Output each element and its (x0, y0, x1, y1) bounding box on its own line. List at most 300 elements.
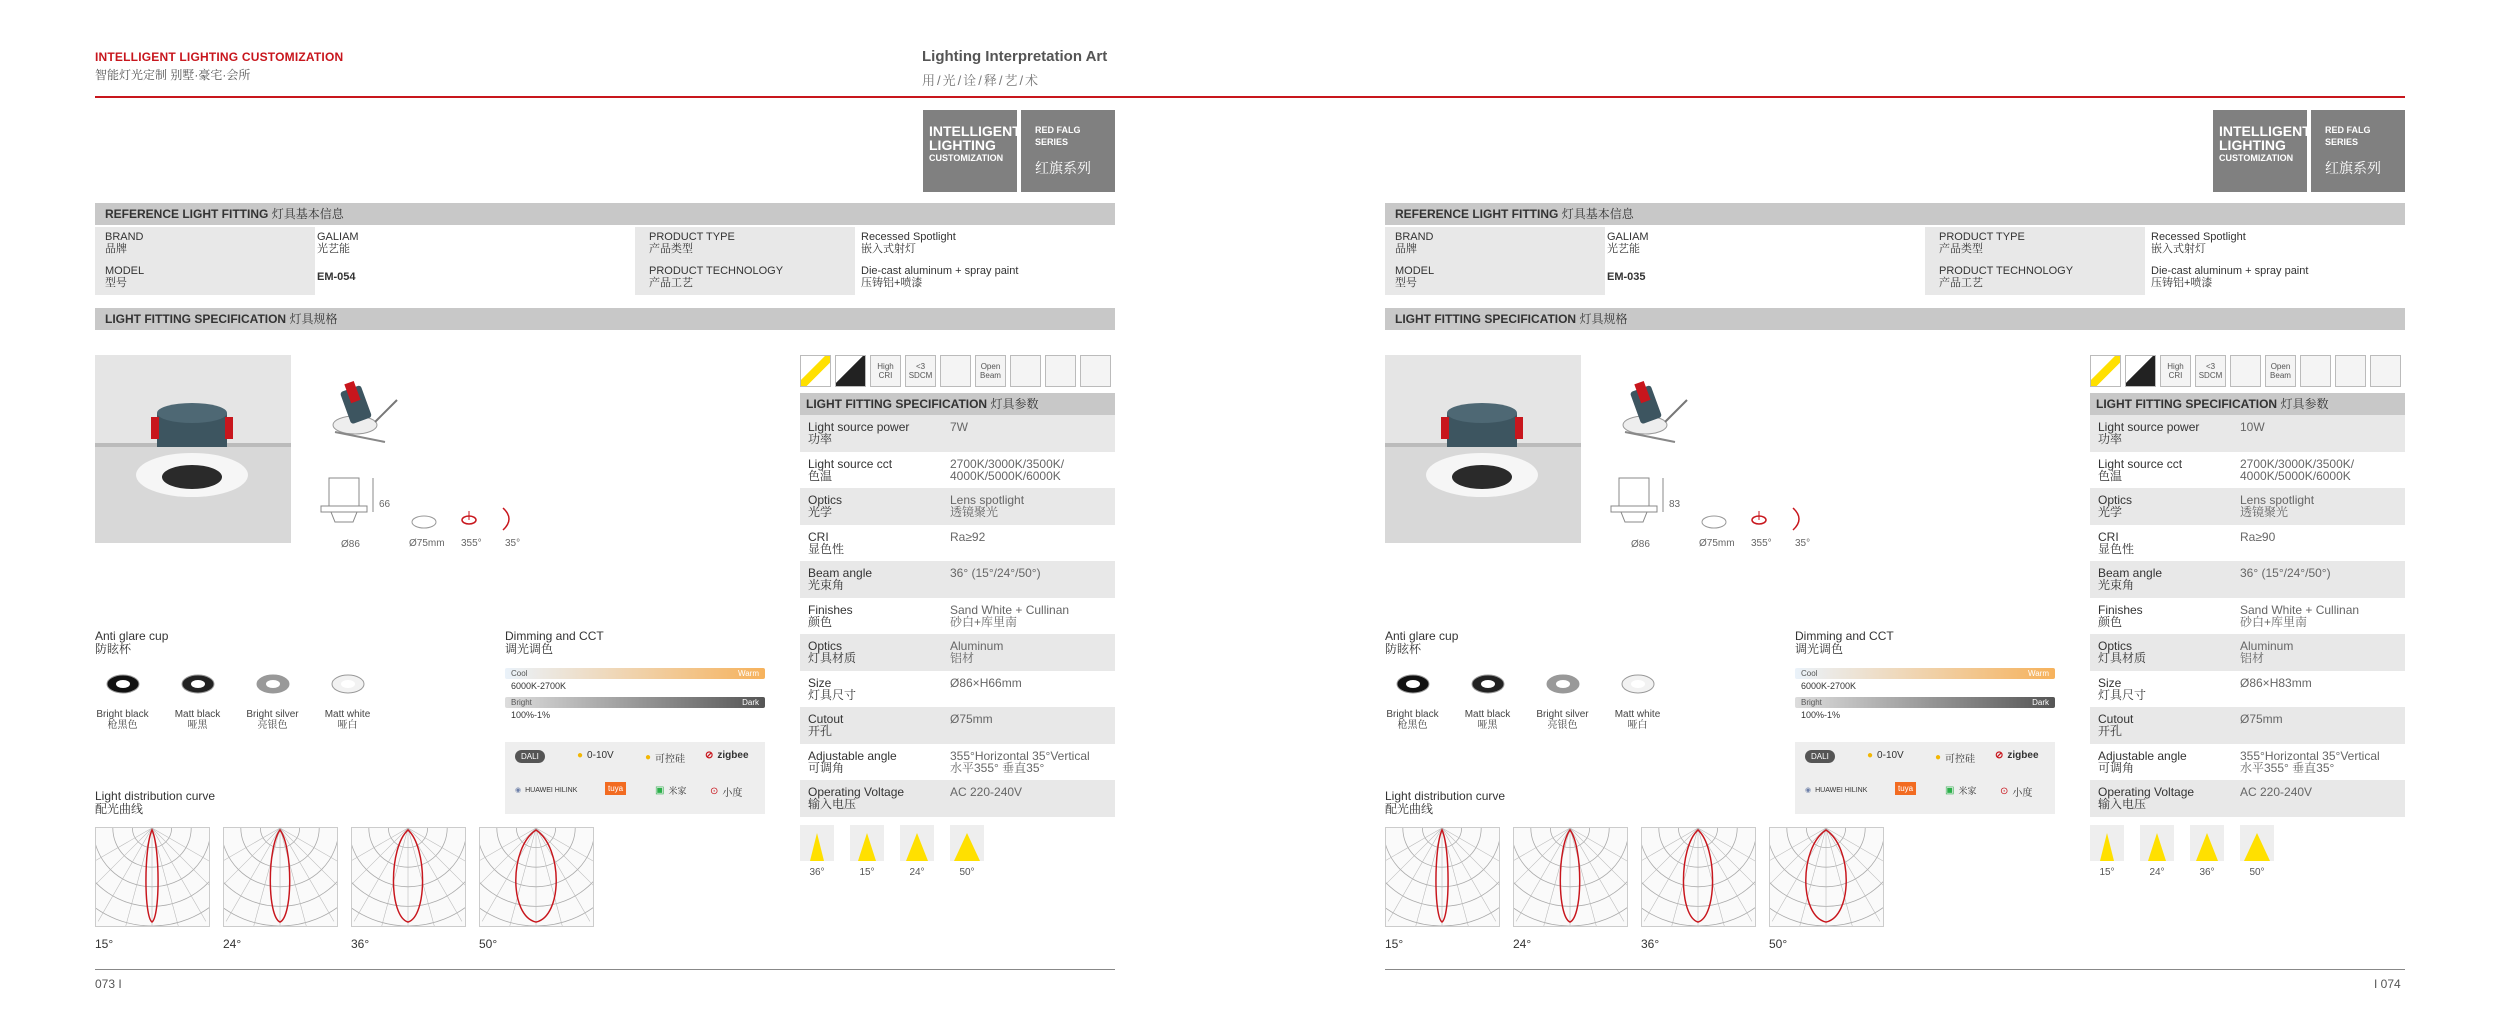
spec-value-line: 4000K/5000K/6000K (950, 468, 1061, 483)
dimming-range: 100%-1% (511, 710, 551, 720)
brightness-bar (505, 697, 765, 708)
feature-icon: High CRI (2160, 355, 2191, 387)
spec-value-line: 水平355° 垂直35° (2240, 760, 2335, 775)
anti-glare-cup (1385, 672, 1440, 731)
spec-key (2098, 750, 2187, 774)
spec-value-line: AC 220-240V (950, 785, 1023, 799)
cup-icon (1470, 672, 1506, 700)
info-label-cn: 型号 (1395, 277, 1417, 289)
spec-row (800, 634, 1115, 671)
spec-key (2098, 604, 2143, 628)
anti-glare-cup (170, 672, 225, 731)
feature-icon (800, 355, 831, 387)
feature-icon (1045, 355, 1076, 387)
cup-icon (1620, 672, 1656, 700)
diameter-dimension: Ø86 (341, 539, 360, 550)
protocol-logos (1795, 742, 2055, 814)
dimming-title (505, 630, 604, 656)
beam-angle-icon (2240, 825, 2274, 878)
feature-icon (1010, 355, 1041, 387)
beam-cone-icon (2190, 825, 2224, 861)
spec-value-line: 4000K/5000K/6000K (2240, 468, 2351, 483)
spec-rows (800, 415, 1115, 817)
spec-value-line: Sand White + Cullinan (950, 602, 1070, 617)
spec-value-line: Ø86×H83mm (2240, 675, 2312, 690)
type-value: Recessed Spotlight (861, 231, 956, 243)
info-label: MODEL (105, 265, 145, 277)
beam-angle-icon (2140, 825, 2174, 878)
product-page-right (1385, 0, 2415, 1035)
beam-angle-label: 50° (959, 867, 975, 878)
xiaodu-icon: ⊙ (710, 786, 719, 797)
cutout-icon (1699, 512, 1729, 532)
page-number-right: I 074 (2374, 977, 2401, 991)
feature-icon (835, 355, 866, 387)
spec-value-line: Sand White + Cullinan (2240, 602, 2360, 617)
feature-icon (2300, 355, 2331, 387)
tag-line: CUSTOMIZATION (929, 153, 1004, 163)
anti-glare-cup (1535, 672, 1590, 731)
spec-key-cn: 开孔 (2098, 724, 2123, 738)
section-title-cn: 灯具基本信息 (271, 207, 344, 221)
product-angle-photo (315, 370, 410, 450)
beam-angle-label: 24° (909, 867, 925, 878)
anti-glare-cup (245, 672, 300, 731)
spec-key (2098, 786, 2194, 810)
spec-key-en: Light source power (2098, 420, 2200, 434)
spec-value (2240, 604, 2359, 628)
info-label: PRODUCT TECHNOLOGY (1939, 265, 2074, 277)
spec-value-line: 砂白+库里南 (2240, 614, 2308, 629)
info-label: PRODUCT TECHNOLOGY (649, 265, 784, 277)
dimming-range: 100%-1% (1801, 710, 1841, 720)
series-tag (1021, 110, 1115, 192)
feature-icon (2230, 355, 2261, 387)
info-label-cn: 品牌 (1395, 243, 1417, 255)
spec-value (950, 604, 1069, 628)
tag-line: INTELLIGENT (2219, 123, 2311, 139)
spec-section-bar (1385, 308, 2405, 330)
type-value: Recessed Spotlight (2151, 231, 2246, 243)
v010-logo: 0-10V (587, 750, 614, 761)
distribution-title (1385, 790, 1505, 816)
section-title-cn: 灯具规格 (1579, 312, 1628, 326)
cct-bar (505, 668, 765, 679)
spec-key (2098, 494, 2132, 518)
product-page-left (95, 0, 1125, 1035)
cup-icon (180, 672, 216, 700)
beam-angle-label: 15° (2099, 867, 2115, 878)
spec-key-cn: 灯具尺寸 (2098, 687, 2147, 702)
spec-key-cn: 输入电压 (808, 797, 857, 811)
distribution-curve (223, 827, 338, 927)
beam-angle-icons (800, 825, 984, 878)
spec-key (2098, 677, 2146, 701)
cutout-label: Ø75mm (1699, 538, 1735, 549)
brand-title: INTELLIGENT LIGHTING CUSTOMIZATION (95, 50, 344, 64)
spec-key-cn: 功率 (808, 432, 833, 446)
spec-row (800, 488, 1115, 525)
spec-key (2098, 531, 2134, 555)
spec-value-line: 36° (15°/24°/50°) (2240, 566, 2331, 580)
dimming-controls (1795, 668, 2055, 720)
spec-key (2098, 640, 2146, 664)
dimming-title-cn: 调光调色 (1795, 642, 1844, 656)
spec-row (800, 744, 1115, 781)
spec-value (2240, 531, 2275, 543)
beam-angle-label: 15° (859, 867, 875, 878)
spec-key (808, 421, 909, 445)
type-value-cn: 嵌入式射灯 (861, 243, 916, 255)
spec-key-cn: 输入电压 (2098, 797, 2147, 811)
cup-icon (1395, 672, 1431, 700)
cutout-label: Ø75mm (409, 538, 445, 549)
spec-table (800, 393, 1115, 817)
anti-glare-title-cn: 防眩杯 (1385, 642, 1422, 656)
dark-label: Dark (742, 698, 759, 707)
spec-key (2098, 713, 2133, 737)
xiaodu-icon: ⊙ (2000, 786, 2009, 797)
series-tag (2311, 110, 2405, 192)
spec-row (2090, 598, 2405, 635)
spec-key-cn: 可调角 (808, 760, 845, 775)
beam-cone-icon (950, 825, 984, 861)
spec-value-line: Ra≥90 (2240, 529, 2276, 544)
spec-row (2090, 634, 2405, 671)
distribution-curve (1769, 827, 1884, 927)
spec-value-line: Lens spotlight (950, 493, 1025, 507)
tag-line: 红旗系列 (1035, 160, 1091, 176)
info-label: BRAND (105, 231, 144, 243)
spec-key-cn: 显色性 (808, 541, 845, 556)
cct-cool-label: Cool (511, 669, 528, 678)
intelligent-tag (923, 110, 1021, 192)
spec-key (808, 750, 897, 774)
zigbee-logo: zigbee (717, 750, 749, 761)
beam-angle-icon (850, 825, 884, 878)
art-title: Lighting Interpretation Art (922, 48, 1108, 65)
reference-info-table (95, 227, 1115, 295)
curve-angle-label: 24° (1513, 937, 1532, 951)
tilt-icon (499, 504, 519, 534)
spec-value (950, 458, 1064, 482)
info-label-cn: 产品工艺 (1939, 277, 1983, 289)
spec-key (2098, 567, 2162, 591)
spec-key (808, 713, 843, 737)
cup-label-cn: 枪黑色 (1397, 720, 1428, 731)
spec-key (808, 458, 892, 482)
spec-table (2090, 393, 2405, 817)
spec-value-line: Aluminum (2240, 639, 2294, 653)
distribution-title-en: Light distribution curve (1385, 789, 1506, 803)
height-dimension: 66 (379, 499, 391, 510)
cct-warm-label: Warm (737, 669, 759, 678)
brand-value: GALIAM (1607, 231, 1649, 243)
dimming-controls (505, 668, 765, 720)
spec-row (800, 598, 1115, 635)
rotation-icon (459, 508, 479, 532)
mijia-logo: 米家 (1958, 786, 1977, 796)
spec-value-line: Ø75mm (950, 712, 993, 726)
dimming-title-en: Dimming and CCT (505, 629, 604, 643)
dimension-drawing (1607, 470, 1667, 530)
spec-table-header (800, 393, 1115, 415)
rotation-label: 355° (1751, 538, 1772, 549)
curve-angle-label: 15° (95, 937, 114, 951)
beam-angle-icon (800, 825, 834, 878)
spec-row (2090, 525, 2405, 562)
feature-icon (2370, 355, 2401, 387)
brand-subtitle: 智能灯光定制 别墅·豪宅·会所 (95, 68, 251, 82)
cct-range: 6000K-2700K (511, 681, 567, 691)
beam-angle-icon (2190, 825, 2224, 878)
spec-value (2240, 677, 2312, 689)
spec-key-en: Light source cct (808, 456, 893, 471)
tag-line: SERIES (1035, 137, 1069, 147)
spec-value (950, 750, 1090, 774)
spec-value (2240, 421, 2265, 433)
beam-cone-icon (800, 825, 834, 861)
cup-label: Bright black (1386, 709, 1439, 720)
beam-cone-icon (2140, 825, 2174, 861)
spec-key-cn: 显色性 (2098, 541, 2135, 556)
spec-key-en: Beam angle (2098, 566, 2163, 580)
anti-glare-title-en: Anti glare cup (95, 629, 169, 643)
spec-row (2090, 452, 2405, 489)
product-angle-photo (1605, 370, 1700, 450)
spec-key-cn: 颜色 (808, 614, 833, 629)
spec-key (2098, 458, 2182, 482)
spec-value (950, 421, 968, 433)
zigbee-icon: ⊘ (705, 750, 714, 761)
spec-key-cn: 功率 (2098, 432, 2123, 446)
distribution-curves (95, 827, 594, 927)
spec-key-en: Beam angle (808, 566, 873, 580)
product-photo (1385, 355, 1581, 543)
height-dimension: 83 (1669, 499, 1681, 510)
brightness-bar (1795, 697, 2055, 708)
tag-line: CUSTOMIZATION (2219, 153, 2294, 163)
curve-angle-label: 50° (479, 937, 498, 951)
mijia-icon: ▣ (1945, 785, 1955, 796)
spec-header-title: LIGHT FITTING SPECIFICATION (806, 397, 988, 411)
anti-glare-title-en: Anti glare cup (1385, 629, 1459, 643)
spec-key-en: Light source power (808, 420, 910, 434)
cup-label-cn: 哑白 (1627, 720, 1648, 731)
spec-key-cn: 色温 (808, 468, 833, 483)
spec-value-line: Ra≥92 (950, 529, 986, 544)
spec-header-title-cn: 灯具参数 (2280, 397, 2329, 411)
spec-key-en: Adjustable angle (808, 748, 897, 763)
anti-glare-cup (1460, 672, 1515, 731)
spec-row (800, 707, 1115, 744)
anti-glare-title (1385, 630, 1458, 656)
spec-key-cn: 光学 (2098, 505, 2123, 519)
spec-row (800, 452, 1115, 489)
info-label: MODEL (1395, 265, 1435, 277)
huawei-logo: HUAWEI HILINK (1815, 786, 1868, 794)
brand-value-cn: 光艺能 (317, 243, 350, 255)
tilt-label: 35° (1795, 538, 1811, 549)
distribution-curve (479, 827, 594, 927)
info-label-cn: 产品工艺 (649, 277, 693, 289)
spec-key-en: Operating Voltage (2098, 785, 2195, 799)
scr-logo: 可控硅 (1945, 754, 1976, 765)
spec-value-line: AC 220-240V (2240, 785, 2313, 799)
spec-key-en: Optics (808, 639, 843, 653)
rotation-label: 355° (461, 538, 482, 549)
cup-label: Bright silver (246, 709, 299, 720)
tech-value-cn: 压铸铝+喷漆 (2151, 277, 2213, 289)
anti-glare-cup (95, 672, 150, 731)
info-label-cn: 品牌 (105, 243, 127, 255)
spec-key-en: Optics (808, 493, 843, 507)
spec-row (2090, 780, 2405, 817)
art-subtitle: 用/光/诠/释/艺/术 (922, 73, 1041, 88)
spec-key-cn: 色温 (2098, 468, 2123, 483)
spec-key-cn: 灯具材质 (2098, 651, 2147, 665)
spec-value-line: 355°Horizontal 35°Vertical (2240, 748, 2380, 763)
anti-glare-title-cn: 防眩杯 (95, 642, 132, 656)
feature-icon-strip (800, 355, 1115, 387)
cup-label-cn: 哑白 (337, 720, 358, 731)
bright-label: Bright (511, 698, 532, 707)
cup-label: Bright silver (1536, 709, 1589, 720)
sun-icon: ● (1867, 750, 1874, 761)
spec-key-en: CRI (2098, 529, 2119, 544)
tech-value-cn: 压铸铝+喷漆 (861, 277, 923, 289)
beam-angle-icon (950, 825, 984, 878)
dimension-drawing (317, 470, 377, 530)
spec-row (800, 780, 1115, 817)
distribution-curves (1385, 827, 1884, 927)
reference-info-table (1385, 227, 2405, 295)
zigbee-icon: ⊘ (1995, 750, 2004, 761)
spec-key-en: Operating Voltage (808, 785, 905, 799)
cup-icon (255, 672, 291, 700)
info-label-cn: 产品类型 (1939, 243, 1983, 255)
feature-icon-strip (2090, 355, 2405, 387)
feature-icon: Open Beam (2265, 355, 2296, 387)
xiaodu-logo: 小度 (722, 788, 743, 799)
spec-header-title: LIGHT FITTING SPECIFICATION (2096, 397, 2278, 411)
tag-line: RED FALG (2325, 125, 2371, 135)
section-title-cn: 灯具规格 (289, 312, 338, 326)
cup-label-cn: 哑黑 (1477, 720, 1498, 731)
spec-value (950, 640, 1003, 664)
reference-section-bar (1385, 203, 2405, 225)
beam-angle-icon (2090, 825, 2124, 878)
tag-line: LIGHTING (929, 137, 996, 153)
beam-angle-icon (900, 825, 934, 878)
dimming-title-cn: 调光调色 (505, 642, 554, 656)
spec-key-cn: 开孔 (808, 724, 833, 738)
huawei-logo: HUAWEI HILINK (525, 786, 578, 794)
anti-glare-cup (320, 672, 375, 731)
cutout-icon (409, 512, 439, 532)
protocol-logos (505, 742, 765, 814)
tag-line: SERIES (2325, 137, 2359, 147)
beam-cone-icon (900, 825, 934, 861)
info-label: PRODUCT TYPE (649, 231, 735, 243)
spec-value (2240, 458, 2354, 482)
beam-cone-icon (2090, 825, 2124, 861)
beam-angle-label: 36° (2199, 867, 2215, 878)
distribution-curve (1513, 827, 1628, 927)
scr-logo: 可控硅 (655, 754, 686, 765)
feature-icon (2090, 355, 2121, 387)
tech-value: Die-cast aluminum + spray paint (861, 265, 1019, 277)
curve-angle-label: 36° (1641, 937, 1660, 951)
v010-logo: 0-10V (1877, 750, 1904, 761)
spec-value-line: 铝材 (2240, 651, 2265, 665)
spec-key-en: Light source cct (2098, 456, 2183, 471)
section-title: REFERENCE LIGHT FITTING (105, 207, 269, 221)
spec-header-title-cn: 灯具参数 (990, 397, 1039, 411)
cup-label: Bright black (96, 709, 149, 720)
distribution-title (95, 790, 215, 816)
product-photo (95, 355, 291, 543)
cup-label: Matt black (174, 709, 221, 720)
spec-key-cn: 光束角 (2098, 578, 2135, 592)
bright-label: Bright (1801, 698, 1822, 707)
spec-value (2240, 640, 2293, 664)
spec-value (2240, 494, 2314, 518)
distribution-curve (1641, 827, 1756, 927)
spec-key-en: Adjustable angle (2098, 748, 2187, 763)
spec-key-en: Optics (2098, 493, 2133, 507)
spec-value-line: Aluminum (950, 639, 1004, 653)
spec-value (950, 786, 1022, 798)
page-number-left: 073 I (95, 977, 122, 991)
curve-angle-label: 15° (1385, 937, 1404, 951)
cup-icon (1545, 672, 1581, 700)
spec-value-line: 2700K/3000K/3500K/ (2240, 456, 2355, 471)
spec-value-line: 36° (15°/24°/50°) (950, 566, 1041, 580)
spec-value-line: 10W (2240, 420, 2265, 434)
spec-key-en: Size (808, 675, 832, 690)
spec-key-en: Finishes (808, 602, 853, 617)
brand-value-cn: 光艺能 (1607, 243, 1640, 255)
tilt-label: 35° (505, 538, 521, 549)
feature-icon: <3 SDCM (2195, 355, 2226, 387)
spec-row (800, 525, 1115, 562)
tuya-logo: tuya (1895, 782, 1916, 795)
brand-value: GALIAM (317, 231, 359, 243)
spec-row (2090, 671, 2405, 708)
anti-glare-cup (1610, 672, 1665, 731)
spec-value-line: 透镜聚光 (950, 505, 999, 519)
model-value: EM-054 (317, 271, 356, 283)
feature-icon: High CRI (870, 355, 901, 387)
spec-row (800, 561, 1115, 598)
cup-label: Matt white (1614, 709, 1661, 720)
info-label-cn: 产品类型 (649, 243, 693, 255)
cup-icon (330, 672, 366, 700)
dali-logo: DALI (515, 750, 545, 763)
spec-key (808, 677, 856, 701)
spec-key-cn: 光学 (808, 505, 833, 519)
cct-cool-label: Cool (1801, 669, 1818, 678)
spec-value-line: 铝材 (950, 651, 975, 665)
sun-icon: ● (577, 750, 584, 761)
spec-key-en: Size (2098, 675, 2122, 690)
beam-angle-icons (2090, 825, 2274, 878)
spec-value-line: 7W (950, 420, 968, 434)
beam-angle-label: 50° (2249, 867, 2265, 878)
curve-angle-label: 24° (223, 937, 242, 951)
spec-value-line: Ø86×H66mm (950, 675, 1022, 690)
